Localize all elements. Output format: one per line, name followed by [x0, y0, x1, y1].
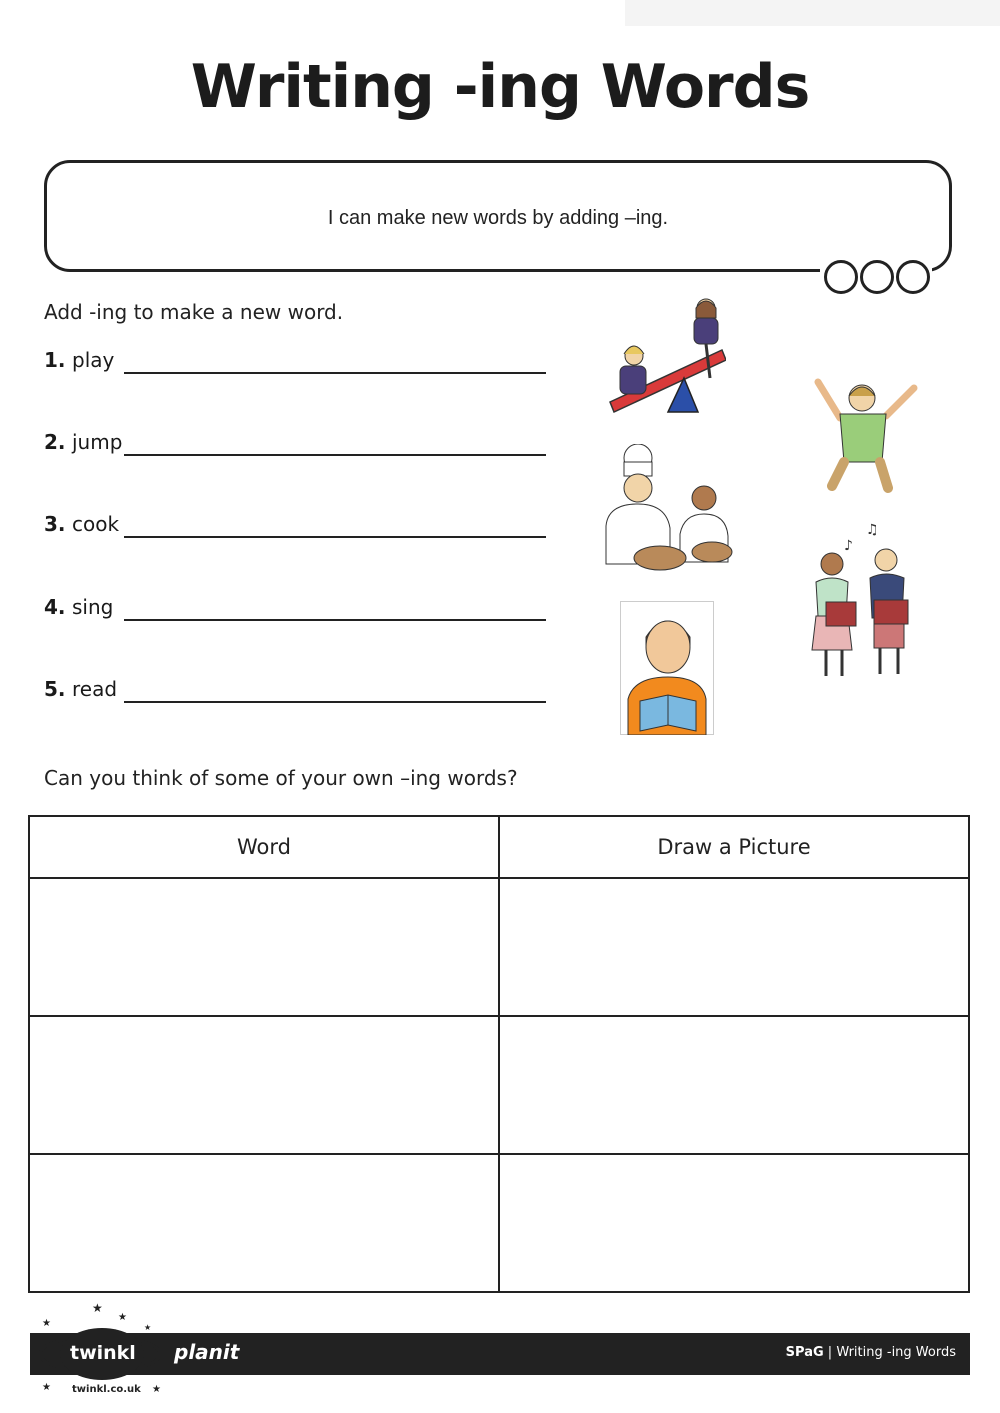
- word-cell[interactable]: [29, 1154, 499, 1292]
- planit-logo: planit: [174, 1340, 240, 1364]
- question-3: [44, 512, 554, 546]
- answer-line[interactable]: [124, 454, 546, 456]
- own-words-question: Can you think of some of your own –ing words?: [44, 766, 518, 790]
- footer-separator: |: [827, 1345, 833, 1360]
- question-word: read: [72, 677, 118, 701]
- footer-title: Writing -ing Words: [836, 1345, 956, 1360]
- question-word: play: [72, 348, 115, 372]
- question-number: 4.: [44, 595, 66, 619]
- jumping-boy-picture: [810, 374, 922, 496]
- word-cell[interactable]: [29, 1016, 499, 1154]
- word-cell[interactable]: [29, 878, 499, 1016]
- circle-icon: [824, 260, 858, 294]
- question-word: sing: [72, 595, 114, 619]
- svg-text:★: ★: [144, 1323, 152, 1332]
- table-row: [29, 1016, 969, 1154]
- singing-children-picture: [808, 520, 918, 680]
- word-picture-table: [28, 815, 970, 1293]
- answer-line[interactable]: [124, 536, 546, 538]
- footer-doc-label: [786, 1345, 956, 1360]
- svg-text:★: ★: [42, 1318, 51, 1329]
- table-row: [29, 878, 969, 1016]
- footer-subject: SPaG: [785, 1345, 824, 1360]
- table-header-row: [29, 816, 969, 878]
- question-4: [44, 595, 554, 629]
- svg-text:★: ★: [118, 1312, 127, 1323]
- picture-cell[interactable]: [499, 878, 969, 1016]
- top-strip: [625, 0, 1000, 26]
- answer-line[interactable]: [124, 372, 546, 374]
- svg-text:★: ★: [42, 1382, 51, 1393]
- question-1: [44, 348, 554, 382]
- question-5: [44, 677, 554, 711]
- answer-line[interactable]: [124, 619, 546, 621]
- question-number: 5.: [44, 677, 66, 701]
- question-number: 1.: [44, 348, 66, 372]
- column-header: Draw a Picture: [499, 816, 969, 878]
- circle-icon: [860, 260, 894, 294]
- objective-text: I can make new words by adding –ing.: [327, 207, 669, 229]
- objective-circles: [820, 258, 932, 294]
- column-header: Word: [29, 816, 499, 878]
- question-word: jump: [72, 430, 123, 454]
- question-2: [44, 430, 554, 464]
- twinkl-url: twinkl.co.uk: [72, 1384, 141, 1395]
- svg-text:★: ★: [152, 1384, 161, 1395]
- instruction: Add -ing to make a new word.: [44, 300, 344, 324]
- question-number: 3.: [44, 512, 66, 536]
- svg-text:★: ★: [92, 1301, 103, 1315]
- answer-line[interactable]: [124, 701, 546, 703]
- svg-text:♫: ♫: [866, 522, 879, 538]
- circle-icon: [896, 260, 930, 294]
- page-title: Writing -ing Words: [190, 52, 810, 122]
- cooking-children-picture: [600, 444, 736, 576]
- reading-boy-picture: [620, 601, 714, 735]
- svg-text:♪: ♪: [844, 538, 853, 554]
- question-number: 2.: [44, 430, 66, 454]
- seesaw-picture: [606, 294, 726, 426]
- picture-cell[interactable]: [499, 1154, 969, 1292]
- question-word: cook: [72, 512, 120, 536]
- picture-cell[interactable]: [499, 1016, 969, 1154]
- table-row: [29, 1154, 969, 1292]
- twinkl-brand: twinkl: [70, 1342, 136, 1364]
- objective-box: [44, 160, 952, 272]
